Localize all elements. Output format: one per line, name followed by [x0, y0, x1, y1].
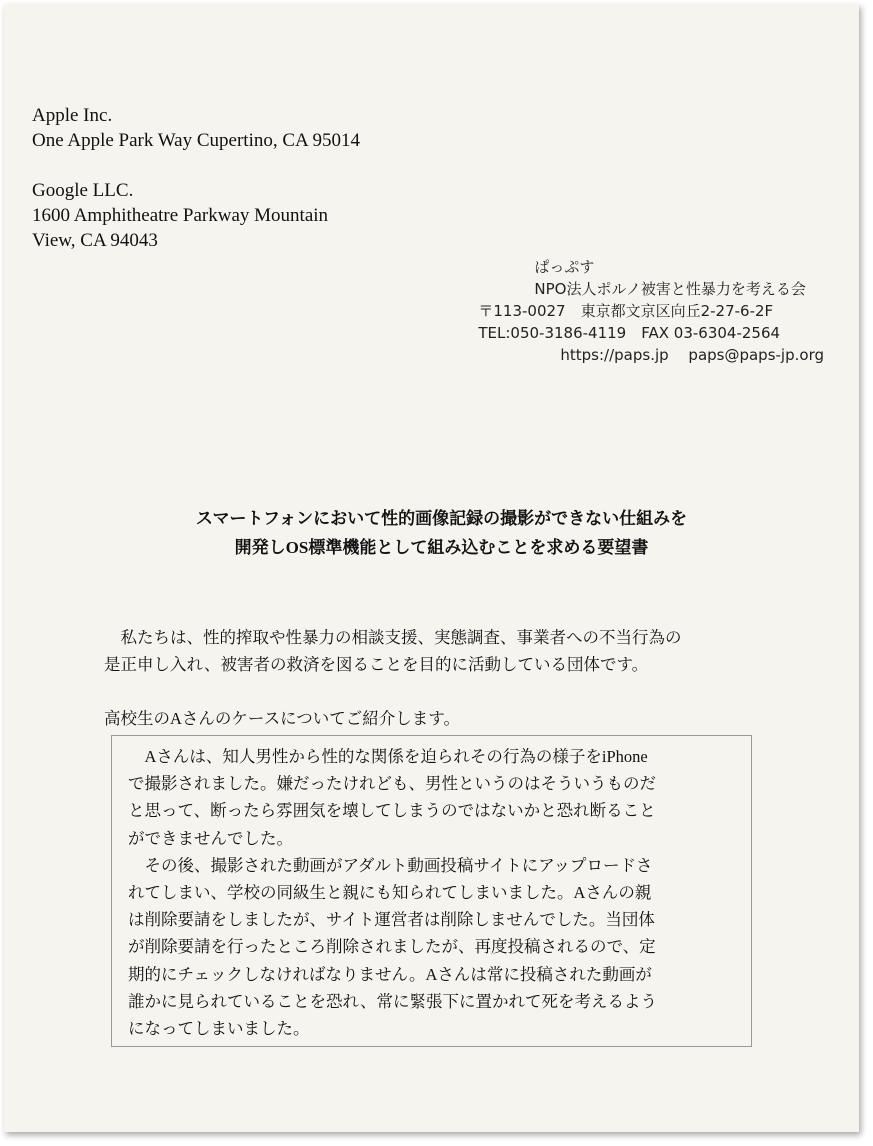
case-line: になってしまいました。	[128, 1019, 310, 1039]
sender-short-name: ぱっぷす	[534, 258, 595, 276]
recipient-name: Google LLC.	[32, 180, 134, 201]
case-line: ができませんでした。	[128, 828, 293, 848]
case-line: その後、撮影された動画がアダルト動画投稿サイトにアップロードさ	[144, 855, 653, 875]
case-line: と思って、断ったら雰囲気を壊してしまうのではないかと恐れ断ること	[128, 801, 656, 821]
case-line: が削除要請を行ったところ削除されましたが、再度投稿されるので、定	[128, 937, 656, 957]
sender-org-name: NPO法人ポルノ被害と性暴力を考える会	[534, 280, 806, 298]
sender-postal-address: 〒113-0027 東京都文京区向丘2-27-6-2F	[478, 302, 774, 320]
recipient-address-line: 1600 Amphitheatre Parkway Mountain	[32, 205, 329, 226]
case-line: 誰かに見られていることを恐れ、常に緊張下に置かれて死を考えるよう	[128, 991, 657, 1011]
intro-paragraph	[104, 624, 784, 678]
title-line: 開発しOS標準機能として組み込むことを求める要望書	[234, 538, 649, 557]
recipient-address-line: View, CA 94043	[32, 230, 158, 251]
case-line: Aさんは、知人男性から性的な関係を迫られその行為の様子をiPhone	[144, 747, 648, 766]
document-title	[4, 504, 873, 562]
document-page	[4, 4, 859, 1132]
recipient-address-line: One Apple Park Way Cupertino, CA 95014	[32, 130, 360, 151]
case-paragraph	[128, 743, 729, 852]
case-line: れてしまい、学校の同級生と親にも知られてしまいました。Aさんの親	[128, 883, 652, 903]
case-paragraph	[128, 852, 729, 1042]
case-line: 期的にチェックしなければなりません。Aさんは常に投稿された動画が	[128, 964, 652, 984]
sender-web-email: https://paps.jp paps@paps-jp.org	[560, 346, 824, 364]
case-line: で撮影されました。嫌だったけれども、男性というのはそういうものだ	[128, 774, 656, 794]
sender-phone-fax: TEL:050-3186-4119 FAX 03-6304-2564	[478, 324, 781, 342]
intro-line: 私たちは、性的搾取や性暴力の相談支援、実態調査、事業者への不当行為の	[104, 628, 682, 647]
case-intro: 高校生のAさんのケースについてご紹介します。	[104, 709, 460, 728]
sender-block	[478, 256, 824, 366]
case-line: は削除要請をしましたが、サイト運営者は削除しませんでした。当団体	[128, 910, 655, 930]
intro-line: 是正申し入れ、被害者の救済を図ることを目的に活動している団体です。	[104, 655, 649, 674]
recipient-name: Apple Inc.	[32, 105, 113, 126]
recipient-google	[32, 178, 328, 253]
recipient-apple	[32, 103, 360, 153]
case-box	[111, 735, 752, 1047]
title-line: スマートフォンにおいて性的画像記録の撮影ができない仕組みを	[195, 509, 688, 528]
